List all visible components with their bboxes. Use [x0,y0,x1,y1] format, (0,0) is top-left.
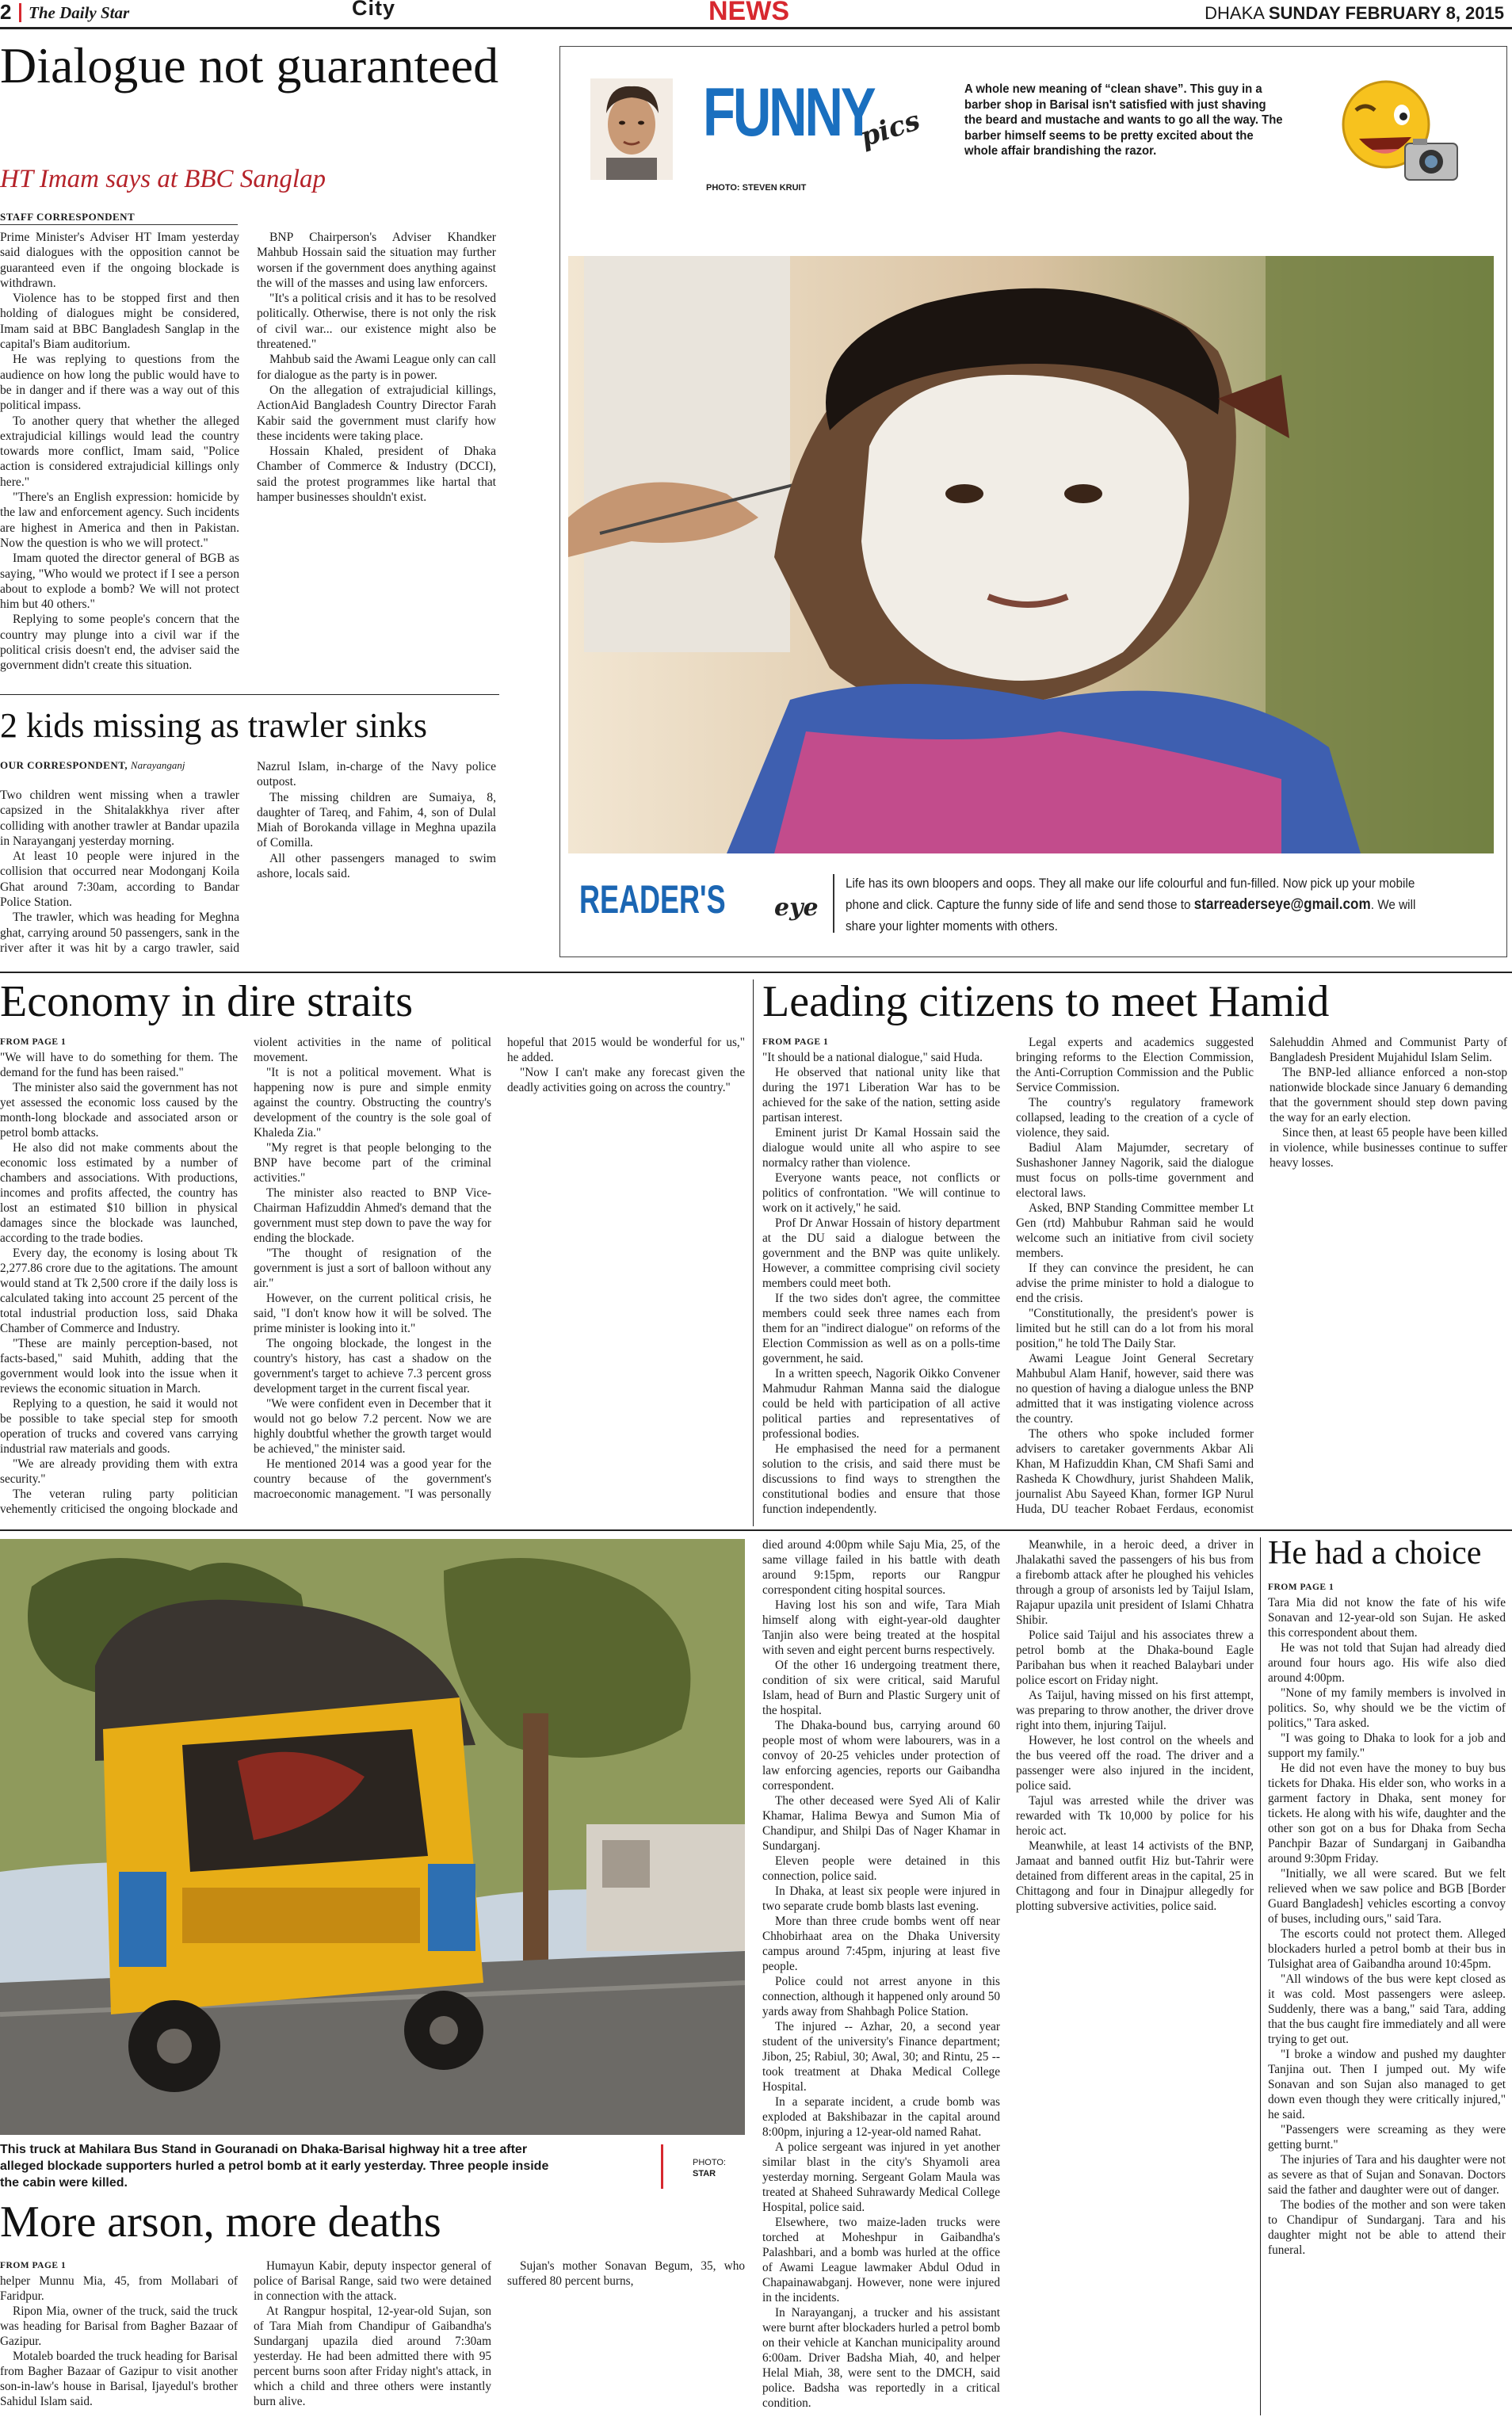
from-page-label: FROM PAGE 1 [0,2261,67,2270]
paragraph: Since then, at least 65 people have been killed in violence, while businesses continue to suffer heavy losses. [1270,1126,1507,1170]
byline-place: Narayanganj [130,759,185,771]
byline-dialogue: STAFF CORRESPONDENT [0,211,238,225]
body-arson-left [0,2259,745,2415]
readers-eye-logo [579,876,726,923]
funny-title [703,74,874,151]
paragraph: Replying to some people's concern that the country may plunge into a civil war if the political crisis doesn't end, the adviser said the government didn't create this situation. [0,613,239,673]
credit-label: PHOTO: [693,2158,726,2167]
paragraph: "None of my family members is involved in politics. So, why should we be the victim of politics," Tara asked. [1268,1686,1506,1730]
paragraph: The country's regulatory framework collapsed, leading to the creation of a cycle of violence, they said. [1016,1096,1254,1140]
readers-tail: . We will share your lighter moments with others. [846,897,1416,934]
paragraph: Replying to a question, he said it would not be possible to take special step for smooth operation of trucks and covered vans carrying industrial raw materials and goods. [0,1397,238,1456]
paragraph: He was replying to questions from the audience on how long the public would have to be in danger and if there was a way out of this political impass. [0,353,239,413]
paragraph: More than three crude bombs went off near Chhobirhaat area on the Dhaka University campus around 7:45pm, injuring at least five people. [762,1915,1000,1973]
paragraph: The escorts could not protect them. Alleged blockaders hurled a petrol bomb at their bus in Tulsighat area of Gaibandha around 10:45pm. [1268,1927,1506,1971]
readers-text [846,872,1416,937]
paragraph: The trawler, which was heading for Meghna ghat, carrying around 50 passengers, sank in the river after it was hit by a cargo trawler, said Nazrul Islam, in-charge of the Navy police outpost. [0,760,496,955]
paragraph: At least 10 people were injured in the collision that occurred near Modonganj Koila Ghat around 7:30am, according to Bandar Police Station. [0,850,239,910]
paragraph: The others who spoke included former advisers to caretaker governments Akbar Ali Khan, M Hafizuddin Khan, CM Shafi Sami and Rasheda K Chowdhury, jurist Shahdeen Malik, journalist Abu Sayeed Khan, former IGP Nurul Huda, DU teacher Robaet Ferdaus, economist Salehuddin Ahmed and Communist Party of Bangladesh President Mujahidul Islam Selim. [1016,1036,1507,1516]
paragraph: Everyone wants peace, not conflicts or politics of confrontation. "We will continue to work on it actively," he said. [762,1171,1000,1215]
paragraph: Asked, BNP Standing Committee member Lt Gen (rtd) Mahbubur Rahman said he would welcome such an initiative from civil society members. [1016,1201,1254,1260]
funny-title-main: FUNNY [703,74,874,151]
section-name: City [352,0,396,20]
paragraph: In a separate incident, a crude bomb was exploded at Bakshibazar in the capital around 8:00pm, injuring a 12-year-old named Rahat. [762,2095,1000,2139]
paragraph: "It is not a political movement. What is happening now is pure and simple enmity against the country. Obstructing the country's development of the country is the sole goal of Khaleda Zia." [254,1066,491,1140]
headline-choice: He had a choice [1268,1535,1482,1571]
readers-divider [833,874,834,933]
truck-photo-credit [693,2157,726,2179]
byline-spacer [0,759,239,788]
paragraph: The injuries of Tara and his daughter were not as severe as that of Sujan and Sonavan. Doctors said the father and daughter were out of danger. [1268,2153,1506,2197]
paragraph: The veteran ruling party politician vehemently criticised the ongoing blockade and violent activities in the name of political movement. [0,1036,491,1516]
paragraph: However, on the current political crisis, he said, "I don't know how it will be solved. The prime minister is looking into it." [254,1292,491,1335]
paragraph: "The thought of resignation of the government is just a sort of balloon without any air." [254,1247,491,1290]
paragraph: At Rangpur hospital, 12-year-old Sujan, son of Tara Miah from Chandipur of Gaibandha's Sundarganj upazila died around 7:30am yesterday. He had been admitted there with 95 percent burns soon after Friday night's attack, in which a child and three others were instantly burn alive. [254,2304,491,2408]
paragraph: "Passengers were screaming as they were getting burnt." [1268,2123,1506,2152]
dateline-city: DHAKA [1205,3,1264,23]
paragraph: The bodies of the mother and son were taken to Chandipur of Sundarganj. Tara and his daughter might not be able to attend their funeral. [1268,2198,1506,2257]
paragraph: helper Munnu Mia, 45, from Mollabari of Faridpur. [0,2274,238,2303]
paragraph: On the allegation of extrajudicial killings, ActionAid Bangladesh Country Director Farah Kabir said the government must clarify how these incidents were taking place. [257,383,496,443]
paragraph: "We were confident even in December that it would not go below 7.2 percent. Now we are highly doubtful whether the growth target would be achieved," the minister said. [254,1397,491,1456]
paragraph: Tajul was arrested while the driver was rewarded with Tk 10,000 by police for his heroic act. [1016,1794,1254,1838]
readers-email-link[interactable]: starreaderseye@gmail.com [1193,896,1371,913]
paragraph: "It's a political crisis and it has to be resolved politically. Otherwise, there is not only the risk of civil war... our existence might also be threatened." [257,292,496,352]
photographer-portrait [590,78,673,180]
paragraph: The ongoing blockade, the longest in the country's history, has cast a shadow on the government's target to achieve 7.3 percent gross development target in the current fiscal year. [254,1337,491,1396]
funny-title-script: pics [856,105,924,154]
paragraph: "I was going to Dhaka to look for a job and support my family." [1268,1732,1506,1760]
smiley-camera-icon [1310,75,1468,194]
paragraph: Humayun Kabir, deputy inspector general of police of Barisal Range, said two were detained in connection with the attack. [254,2259,491,2303]
readers-copy: Life has its own bloopers and oops. They all make our life colourful and fun-filled. Now pick up your mobile phone and click. Capture the funny side of life and send those to [846,876,1415,912]
body-economy [0,1035,745,1520]
paragraph: "It should be a national dialogue," said Huda. [762,1051,983,1064]
subhead-dialogue: HT Imam says at BBC Sanglap [0,165,326,193]
paragraph: Prime Minister's Adviser HT Imam yesterday said dialogues with the opposition cannot be guaranteed even if the ongoing blockade is withdrawn. [0,231,239,290]
body-choice [1268,1580,1506,2415]
paragraph: "Constitutionally, the president's power is limited but he still can do a lot from his moral position," he told The Daily Star. [1016,1307,1254,1350]
truck-photo-caption: This truck at Mahilara Bus Stand in Gouranadi on Dhaka-Barisal highway hit a tree after alleged blockade supporters hurled a petrol bomb at it early yesterday. Three people inside the cabin were killed. [0,2143,549,2190]
paragraph: Having lost his son and wife, Tara Miah himself along with eight-year-old daughter Tanjin also were being treated at the hospital with seven and eight percent burns respectively. [762,1598,1000,1657]
body-dialogue [0,230,496,688]
dateline [1205,3,1504,24]
paper-name-logo: The Daily Star [29,3,130,22]
paragraph: The minister also reacted to BNP Vice-Chairman Hafizuddin Ahmed's demand that the government must step down to pave the way for ending the blockade. [254,1186,491,1245]
paragraph: Prof Dr Anwar Hossain of history department at the DU said a dialogue between the government and the BNP was quite unlikely. However, a committee comprising civil society members could meet both. [762,1216,1000,1290]
paragraph: As Taijul, having missed on his first attempt, was preparing to throw another, the driver drove right into them, injuring Taijul. [1016,1689,1254,1732]
paragraph: died around 4:00pm while Saju Mia, 25, of the same village failed in his battle with death around 9:15pm, reports our Rangpur correspondent citing hospital sources. [762,1538,1000,1597]
section-rule [0,1529,1512,1531]
paragraph: Of the other 16 undergoing treatment there, condition of six were critical, said Maruful Islam, head of Burn and Plastic Surgery unit of the hospital. [762,1659,1000,1717]
paragraph: The Dhaka-bound bus, carrying around 60 people most of whom were labourers, was in a convoy of 20-25 vehicles under protection of law enforcing agencies, reports our Gaibandha correspondent. [762,1719,1000,1793]
paragraph: "All windows of the bus were kept closed as it was cold. Most passengers were asleep. Suddenly, there was a bang," said Tara, adding that the bus caught fire immediately and all were trying to get out. [1268,1972,1506,2046]
funny-blurb: A whole new meaning of “clean shave”. This guy in a barber shop in Barisal isn't satisfied with just shaving the beard and mustache and wants to go all the way. The barber himself seems to be pretty excited about the whole affair brandishing the razor. [964,82,1283,158]
byline-name: OUR CORRESPONDENT [0,759,125,771]
paragraph: To another query that whether the alleged extrajudicial killings would lead the country towards more conflict, Imam said, "Police action is considered extrajudicial killings only here." [0,414,239,489]
paragraph: He mentioned 2014 was a good year for the country because of the government's macroeconomic management. "I was personally hopeful that 2015 would be wonderful for us," he added. [254,1036,745,1501]
paragraph: In Dhaka, at least six people were injured in two separate crude bomb blasts last evening. [762,1884,1000,1913]
vertical-divider [1260,1537,1261,2415]
paragraph: Eminent jurist Dr Kamal Hossain said the dialogue would unite all who aspire to see normalcy rather than violence. [762,1126,1000,1170]
paragraph: However, he lost control on the wheels and the bus veered off the road. The driver and a passenger were also injured in the incident, police said. [1016,1734,1254,1793]
masthead-rule [0,27,1512,29]
funny-photo-credit: PHOTO: STEVEN KRUIT [706,183,807,193]
paragraph: The minister also said the government has not yet assessed the economic loss caused by the month-long blockade and associated arson or petrol bomb attacks. [0,1081,238,1140]
paragraph: Police could not arrest anyone in this connection, although it happened only around 50 yards away from Shahbagh Police Station. [762,1975,1000,2018]
paragraph: In Narayanganj, a trucker and his assistant were burnt after blockaders hurled a petrol bomb on their vehicle at Kanchan municipality around 6:00am. Driver Badsha Miah, 40, and helper Helal Miah, 38, were sent to the DMCH, said police. Badsha was reportedly in a critical condition. [762,2306,1000,2410]
paragraph: He observed that national unity like that during the 1971 Liberation War has to be achieved for the sake of the nation, setting aside partisan interest. [762,1066,1000,1124]
paragraph: Eleven people were detained in this connection, police said. [762,1854,1000,1883]
paragraph: Badiul Alam Majumder, secretary of Sushashoner Janney Nagorik, said the dialogue must focus on polls-time government and electoral laws. [1016,1141,1254,1200]
paragraph: He emphasised the need for a permanent solution to the crisis, and said there must be discussions to find ways to strengthen the constitutional bodies and ensure that those function independently. [762,1442,1000,1516]
dateline-date: SUNDAY FEBRUARY 8, 2015 [1268,3,1504,23]
paragraph: Meanwhile, at least 14 activists of the BNP, Jamaat and banned outfit Hiz but-Tahrir were detained from different areas in the capital, 25 in Chittagong and four in Dinajpur allegedly for plotting subversive activities, police said. [1016,1839,1254,1913]
section-rule [0,972,1512,973]
headline-economy: Economy in dire straits [0,977,414,1026]
paragraph: Two children went missing when a trawler capsized in the Shitalakkhya river after colliding with another trawler at Bandar upazila in Narayanganj yesterday morning. [0,788,239,848]
from-page-label: FROM PAGE 1 [762,1037,829,1047]
paragraph: Imam quoted the director general of BGB as saying, "Who would we protect if I see a person about to explode a bomb? We will not protect him but 40 others." [0,552,239,612]
paragraph: Mahbub said the Awami League only can call for dialogue as the party is in power. [257,353,496,382]
headline-arson: More arson, more deaths [0,2197,441,2247]
paragraph: Elsewhere, two maize-laden trucks were torched at Moheshpur in Gaibandha's Palashbari, and a bomb was hurled at the office of Awami League lawmaker Abdul Odud in Chapainawabganj. However, none were injured in the incidents. [762,2216,1000,2304]
paragraph: In a written speech, Nagorik Oikko Convener Mahmudur Rahman Manna said the dialogue could be held with participation of all active political parties and representatives of professional bodies. [762,1367,1000,1441]
from-page-label: FROM PAGE 1 [1268,1583,1334,1592]
paragraph: Motaleb boarded the truck heading for Barisal from Bagher Bazaar of Gazipur to visit another son-in-law's house in Barisal, Ijayedul's brother Sahidul Islam said. [0,2350,238,2408]
paragraph: Hossain Khaled, president of Dhaka Chamber of Commerce & Industry (DCCI), said the protest programmes like hartal that hamper businesses shouldn't exist. [257,445,496,505]
paragraph: The BNP-led alliance enforced a non-stop nationwide blockade since January 6 demanding that the government should step down paving the way for an early election. [1270,1066,1507,1124]
funny-pics-box [559,46,1507,957]
paragraph: He also did not make comments about the economic loss estimated by a number of chambers and associations. With productions, incomes and profits affected, the country has lost an estimated $10 billion in physical damages since the blockade was launched, according to the trade bodies. [0,1141,238,1245]
readers-title-script: eye [774,894,819,922]
body-leading [762,1035,1507,1520]
page-number-divider [19,3,21,22]
paragraph: A police sergeant was injured in yet another similar blast in the city's Shyamoli area yesterday morning. Sergeant Golam Maula was treated at Shaheed Suhrawardy Medical College Hospital, police said. [762,2140,1000,2214]
readers-title: READER'S [579,877,726,922]
paragraph: All other passengers managed to swim ashore, locals said. [257,851,496,881]
paragraph: Violence has to be stopped first and then holding of dialogues might be considered, Imam said at BBC Bangladesh Sanglap in the capital's Biam auditorium. [0,292,239,352]
paragraph: Sujan's mother Sonavan Begum, 35, who suffered 80 percent burns, [507,2259,745,2288]
paragraph: Legal experts and academics suggested bringing reforms to the Election Commission, the Anti-Corruption Commission and the Public Service Commission. [1016,1036,1254,1094]
paragraph: Every day, the economy is losing about Tk 2,277.86 crore due to the agitations. The amount would stand at Tk 2,500 crore if the daily loss is calculated taking into account 25 percent of the total industrial production loss, said Dhaka Chamber of Commerce and Industry. [0,1247,238,1335]
paragraph: Awami League Joint General Secretary Mahbubul Alam Hanif, however, said there was no question of having a dialogue unless the BNP admitted that it was instigating violence across the country. [1016,1352,1254,1426]
divider [0,694,499,695]
paragraph: "We are already providing them with extra security." [0,1457,238,1486]
headline-leading: Leading citizens to meet Hamid [762,977,1330,1026]
funny-main-photo [568,256,1494,853]
truck-photo [0,1539,745,2135]
paragraph: He did not even have the money to buy bus tickets for Dhaka. His elder son, who works in a garment factory in Dhaka, sent money for tickets. He along with his wife, daughter and the other son got on a bus for Dhaka from Secha Panchpir Bazar of Sundarganj in Gaibandha around 9:30pm Friday. [1268,1762,1506,1865]
paragraph: If they can convince the president, he can advise the prime minister to hold a dialogue to end the crisis. [1016,1262,1254,1305]
paragraph: "These are mainly perception-based, not facts-based," said Muhith, adding that the government would look into the issue when it reviews the economic situation in March. [0,1337,238,1396]
masthead [0,0,1512,27]
page-number: 2 [0,0,12,24]
paragraph: Meanwhile, in a heroic deed, a driver in Jhalakathi saved the passengers of his bus from a firebomb attack after he ploughed his vehicles through a group of arsonists led by Taijul Islam, Rajapur upazila unit president of Islami Chhatra Shibir. [1016,1538,1254,1627]
paragraph: He was not told that Sujan had already died around four hours ago. His wife also died around 4:00pm. [1268,1641,1506,1685]
paragraph: BNP Chairperson's Adviser Khandker Mahbub Hossain said the situation may further worsen if the government does anything against the will of the masses and using law enforcers. [257,231,496,290]
paragraph: Tara Mia did not know the fate of his wife Sonavan and 12-year-old son Sujan. He asked this correspondent about them. [1268,1596,1506,1640]
headline-dialogue: Dialogue not guaranteed [0,37,499,94]
paragraph: If the two sides don't agree, the committee members could seek three names each from them for an "indirect dialogue" on reforms of the Election Commission as well as on a polls-time government, he said. [762,1292,1000,1365]
paragraph: "There's an English expression: homicide by the law and enforcement agency. Such incidents are highest in America and then in Pakistan. Now the question is who we will protect." [0,491,239,550]
headline-kids: 2 kids missing as trawler sinks [0,706,427,745]
caption-divider [661,2144,663,2189]
paragraph: "Initially, we all were scared. But we felt relieved when we saw police and BGB [Border Guard Bangladesh] vehicles escorting a convoy of buses, including ours," said Tara. [1268,1867,1506,1926]
from-page-label: FROM PAGE 1 [0,1037,67,1047]
vertical-divider [753,979,754,1526]
paragraph: "Now I can't make any forecast given the deadly activities going on across the country." [507,1066,745,1094]
paragraph: "I broke a window and pushed my daughter Tanjina out. Then I jumped out. My wife Sonavan and son Sujan also managed to get down even though they were critically injured," he said. [1268,2048,1506,2121]
section-tag: NEWS [708,0,789,26]
body-arson-right [762,1537,1254,2415]
paragraph: The other deceased were Syed Ali of Kalir Khamar, Halima Bewya and Sumon Mia of Chandipur, and Shilpi Das of Nager Khamar in Sundarganj. [762,1794,1000,1853]
readers-eye-strip [568,863,1494,942]
paragraph: Ripon Mia, owner of the truck, said the truck was heading for Barisal from Bagher Bazaar of Gazipur. [0,2304,238,2348]
body-kids [0,759,496,957]
byline-kids: OUR CORRESPONDENT, Narayanganj [0,759,185,771]
paragraph: "My regret is that people belonging to the BNP have become part of the criminal activities." [254,1141,491,1185]
paragraph: Police said Taijul and his associates threw a petrol bomb at the Dhaka-bound Eagle Paribahan bus when it reached Balaybari under police escort on Friday night. [1016,1629,1254,1687]
paragraph: The injured -- Azhar, 20, a second year student of the university's Finance department; Jibon, 25; Rabiul, 30; Awal, 30; and Rintu, 25 -- took treatment at Dhaka Medical College Hospital. [762,2020,1000,2094]
paragraph: "We will have to do something for them. The demand for the fund has been raised." [0,1051,238,1079]
paragraph: The missing children are Sumaiya, 8, daughter of Tareq, and Fahim, 4, son of Dulal Miah of Borokanda village in Meghna upazila of Comilla. [257,790,496,850]
credit-name: STAR [693,2169,716,2178]
